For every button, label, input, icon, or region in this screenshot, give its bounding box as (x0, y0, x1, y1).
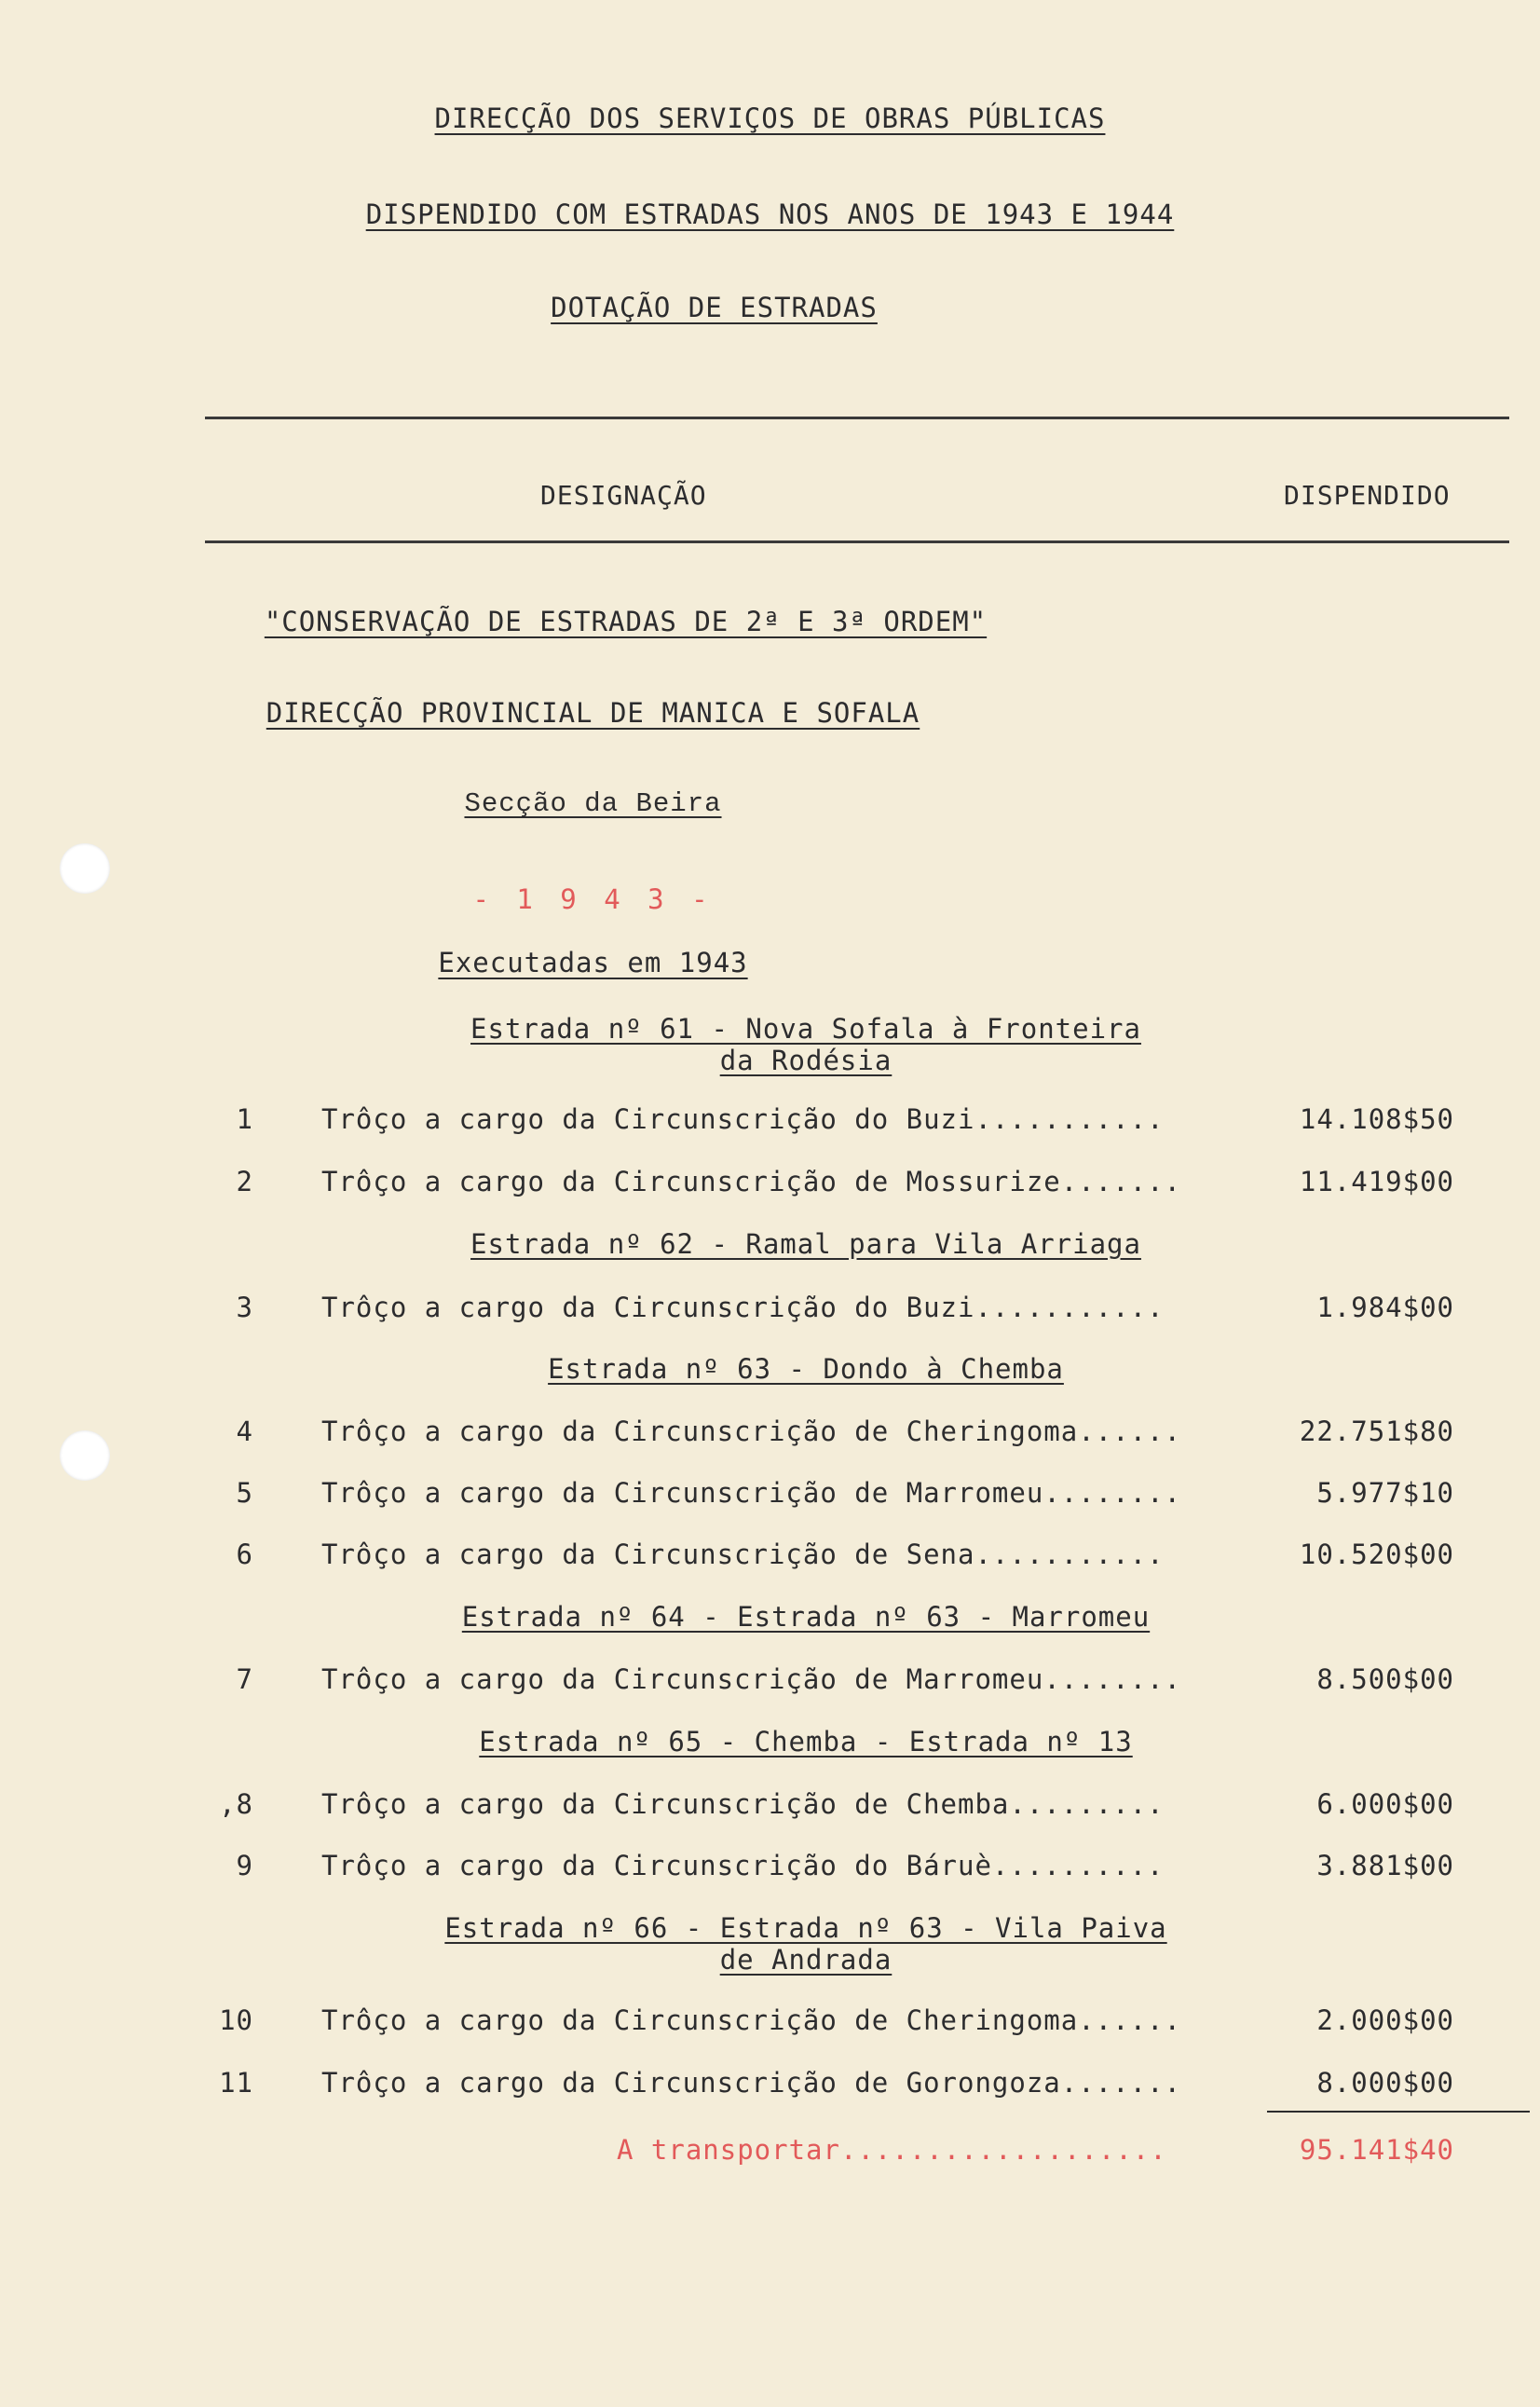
road-title-line: Estrada nº 62 - Ramal para Vila Arriaga (470, 1228, 1141, 1260)
table-row (0, 1415, 1540, 1453)
year-banner: - 1 9 4 3 - (472, 883, 714, 915)
row-description (321, 1477, 1181, 1509)
row-number: 2 (236, 1166, 253, 1197)
table-row (0, 1788, 1540, 1826)
row-description (321, 1103, 1165, 1135)
row-amount: 22.751$80 (1299, 1415, 1454, 1447)
sum-rule (1267, 2111, 1530, 2113)
road-title (415, 1353, 1197, 1385)
table-row (0, 1663, 1540, 1701)
road-title-line: Estrada nº 65 - Chemba - Estrada nº 13 (479, 1726, 1133, 1757)
row-text: Trôço a cargo da Circunscrição de Mossurize (321, 1166, 1061, 1197)
table-row (0, 1477, 1540, 1514)
carry-forward-label (617, 2134, 1167, 2166)
row-amount: 5.977$10 (1316, 1477, 1454, 1509)
row-amount: 6.000$00 (1316, 1788, 1454, 1820)
row-number: 3 (236, 1292, 253, 1323)
row-number: 11 (219, 2067, 253, 2099)
leader-dots: ....... (1060, 1166, 1181, 1197)
row-text: Trôço a cargo da Circunscrição do Buzi (321, 1103, 975, 1135)
row-amount: 10.520$00 (1299, 1539, 1454, 1570)
page-subtitle: DISPENDIDO COM ESTRADAS NOS ANOS DE 1943 E 1944 (365, 198, 1175, 230)
row-amount: 14.108$50 (1299, 1103, 1454, 1135)
table-row (0, 1850, 1540, 1887)
row-description (321, 1663, 1181, 1695)
row-description (321, 1539, 1165, 1570)
leader-dots: ........... (974, 1292, 1165, 1323)
row-text: Trôço a cargo da Circunscrição de Gorongoza (321, 2067, 1061, 2099)
row-number: 9 (236, 1850, 253, 1881)
top-rule (205, 417, 1509, 419)
section-heading: Secção da Beira (464, 788, 722, 819)
section-title: DOTAÇÃO DE ESTRADAS (551, 292, 878, 323)
table-row (0, 1166, 1540, 1203)
row-amount: 1.984$00 (1316, 1292, 1454, 1323)
table-row (0, 2004, 1540, 2042)
leader-dots: ........ (1043, 1477, 1181, 1509)
leader-dots: ....... (1060, 2067, 1181, 2099)
table-row (0, 1292, 1540, 1329)
road-title-line: de Andrada (719, 1944, 893, 1976)
row-text: Trôço a cargo da Circunscrição do Báruè (321, 1850, 992, 1881)
row-number: 10 (219, 2004, 253, 2036)
road-title-line: da Rodésia (719, 1045, 893, 1076)
row-amount: 2.000$00 (1316, 2004, 1454, 2036)
row-number: 5 (236, 1477, 253, 1509)
row-text: Trôço a cargo da Circunscrição de Chemba (321, 1788, 1010, 1820)
road-title (415, 1726, 1197, 1757)
carry-forward-text: A transportar (617, 2134, 840, 2166)
road-title (415, 1912, 1197, 1976)
table-row (0, 1539, 1540, 1576)
table-row (0, 2067, 1540, 2104)
road-title-line: Estrada nº 64 - Estrada nº 63 - Marromeu (461, 1601, 1151, 1633)
row-description (321, 1292, 1165, 1323)
leader-dots: ...... (1078, 1415, 1181, 1447)
row-text: Trôço a cargo da Circunscrição de Marromeu (321, 1477, 1044, 1509)
carry-forward-amount: 95.141$40 (1299, 2134, 1454, 2166)
province-heading: DIRECÇÃO PROVINCIAL DE MANICA E SOFALA (266, 697, 920, 729)
road-title (415, 1228, 1197, 1260)
leader-dots: .......... (991, 1850, 1165, 1881)
row-text: Trôço a cargo da Circunscrição de Sena (321, 1539, 975, 1570)
page-title: DIRECÇÃO DOS SERVIÇOS DE OBRAS PÚBLICAS (434, 103, 1106, 134)
leader-dots: ........... (974, 1103, 1165, 1135)
row-description (321, 2004, 1181, 2036)
road-title-line: Estrada nº 66 - Estrada nº 63 - Vila Paiva (444, 1912, 1167, 1944)
row-text: Trôço a cargo da Circunscrição de Marromeu (321, 1663, 1044, 1695)
row-description (321, 1166, 1181, 1197)
leader-dots: ........ (1043, 1663, 1181, 1695)
row-text: Trôço a cargo da Circunscrição do Buzi (321, 1292, 975, 1323)
leader-dots: ...... (1078, 2004, 1181, 2036)
row-amount: 8.000$00 (1316, 2067, 1454, 2099)
row-description (321, 2067, 1181, 2099)
road-title (415, 1013, 1197, 1076)
conservation-heading: "CONSERVAÇÃO DE ESTRADAS DE 2ª E 3ª ORDEM" (264, 606, 988, 637)
leader-dots: ................... (839, 2134, 1167, 2166)
leader-dots: ........... (974, 1539, 1165, 1570)
leader-dots: ......... (1009, 1788, 1165, 1820)
row-text: Trôço a cargo da Circunscrição de Cheringoma (321, 2004, 1079, 2036)
road-title-line: Estrada nº 61 - Nova Sofala à Fronteira (470, 1013, 1141, 1045)
row-amount: 8.500$00 (1316, 1663, 1454, 1695)
row-number: 1 (236, 1103, 253, 1135)
row-description (321, 1788, 1165, 1820)
row-description (321, 1415, 1181, 1447)
row-number: 7 (236, 1663, 253, 1695)
row-number: 4 (236, 1415, 253, 1447)
road-title (415, 1601, 1197, 1633)
row-number: ,8 (219, 1788, 253, 1820)
row-number: 6 (236, 1539, 253, 1570)
column-header-spent: DISPENDIDO (1284, 480, 1451, 511)
header-rule (205, 540, 1509, 543)
table-row (0, 1103, 1540, 1141)
row-amount: 3.881$00 (1316, 1850, 1454, 1881)
row-text: Trôço a cargo da Circunscrição de Cheringoma (321, 1415, 1079, 1447)
row-description (321, 1850, 1165, 1881)
road-title-line: Estrada nº 63 - Dondo à Chemba (548, 1353, 1064, 1385)
row-amount: 11.419$00 (1299, 1166, 1454, 1197)
executed-heading: Executadas em 1943 (438, 947, 748, 978)
column-header-designation: DESIGNAÇÃO (540, 480, 707, 511)
